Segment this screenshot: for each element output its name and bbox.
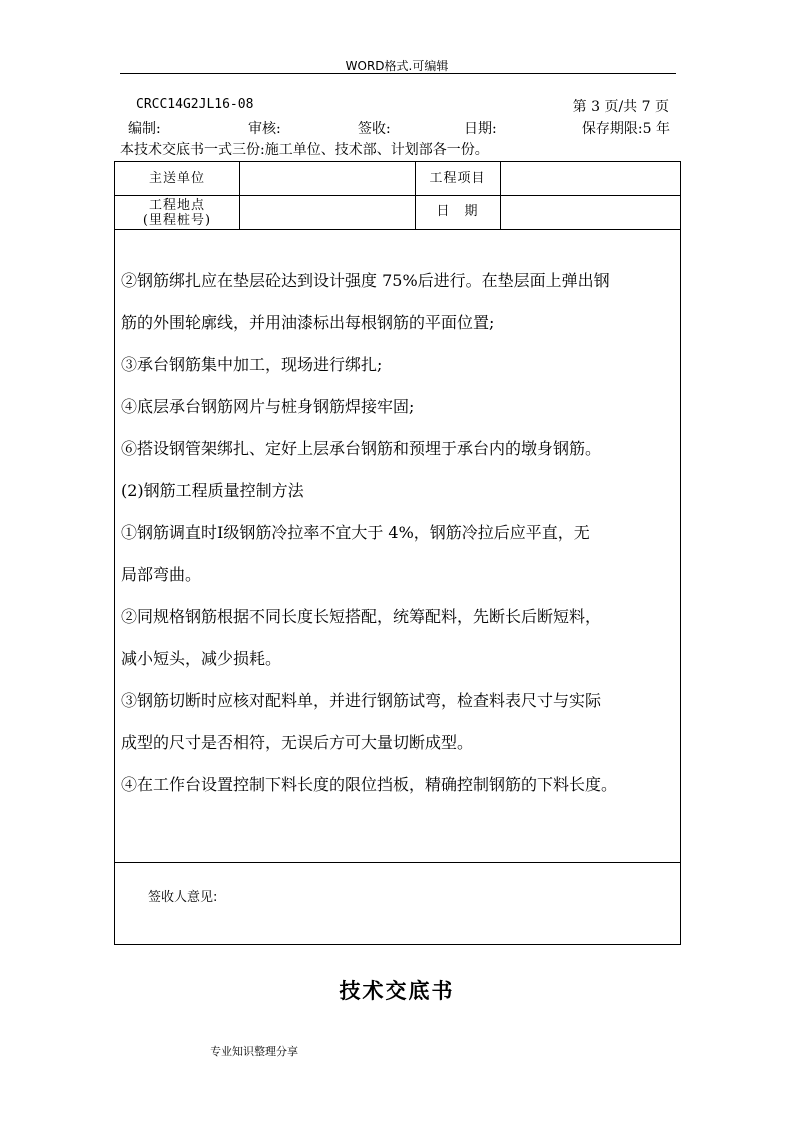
body-line: ②钢筋绑扎应在垫层砼达到设计强度 75%后进行。在垫层面上弹出钢 <box>121 271 610 290</box>
body-line: (2)钢筋工程质量控制方法 <box>121 481 304 500</box>
body-line: ①钢筋调直时Ⅰ级钢筋冷拉率不宜大于 4%，钢筋冷拉后应平直，无 <box>121 523 590 542</box>
body-line: ②同规格钢筋根据不同长度长短搭配，统筹配料，先断长后断短料， <box>121 607 602 626</box>
document-code: CRCC14G2JL16-08 <box>136 97 254 112</box>
signature-meta-row <box>128 118 670 138</box>
body-line: 筋的外围轮廓线，并用油漆标出每根钢筋的平面位置; <box>121 313 495 332</box>
page-number: 第 3 页/共 7 页 <box>572 99 669 115</box>
send-unit-label: 主送单位 <box>148 171 205 186</box>
body-line: 成型的尺寸是否相符，无误后方可大量切断成型。 <box>121 733 474 752</box>
table-row-divider <box>115 195 680 196</box>
date-field-label: 日 期 <box>436 204 479 219</box>
body-line: ④在工作台设置控制下料长度的限位挡板，精确控制钢筋的下料长度。 <box>121 775 618 794</box>
table-col-divider <box>239 162 240 229</box>
body-line: ③钢筋切断时应核对配料单，并进行钢筋试弯，检查料表尺寸与实际 <box>121 691 602 710</box>
receiver-label: 签收: <box>358 121 391 137</box>
location-label-line1: 工程地点 <box>148 198 205 213</box>
body-line: 减小短头，减少损耗。 <box>121 649 282 668</box>
body-line: ⑥搭设钢管架绑扎、定好上层承台钢筋和预埋于承台内的墩身钢筋。 <box>121 439 602 458</box>
body-line: ④底层承台钢筋网片与桩身钢筋焊接牢固; <box>121 397 415 416</box>
copies-note: 本技术交底书一式三份:施工单位、技术部、计划部各一份。 <box>120 142 489 158</box>
reviewer-label: 审核: <box>248 121 281 137</box>
project-label: 工程项目 <box>429 171 486 186</box>
body-line: 局部弯曲。 <box>121 565 202 584</box>
table-col-divider <box>500 162 501 229</box>
page-header-watermark: WORD格式.可编辑 <box>345 59 449 73</box>
sign-section-rule <box>115 862 680 863</box>
footer-note: 专业知识整理分享 <box>210 1045 298 1058</box>
editor-label: 编制: <box>128 121 161 137</box>
body-line: ③承台钢筋集中加工，现场进行绑扎; <box>121 355 383 374</box>
header-rule <box>120 73 676 74</box>
disclosure-table <box>114 161 681 945</box>
table-header-bottom-rule <box>115 229 680 230</box>
date-label: 日期: <box>464 121 497 137</box>
location-label-line2: (里程桩号) <box>142 213 212 228</box>
location-label <box>115 198 239 228</box>
retention-label: 保存期限:5 年 <box>581 121 670 137</box>
next-page-title: 技术交底书 <box>339 978 455 1003</box>
sign-opinion-label: 签收人意见: <box>148 890 218 905</box>
